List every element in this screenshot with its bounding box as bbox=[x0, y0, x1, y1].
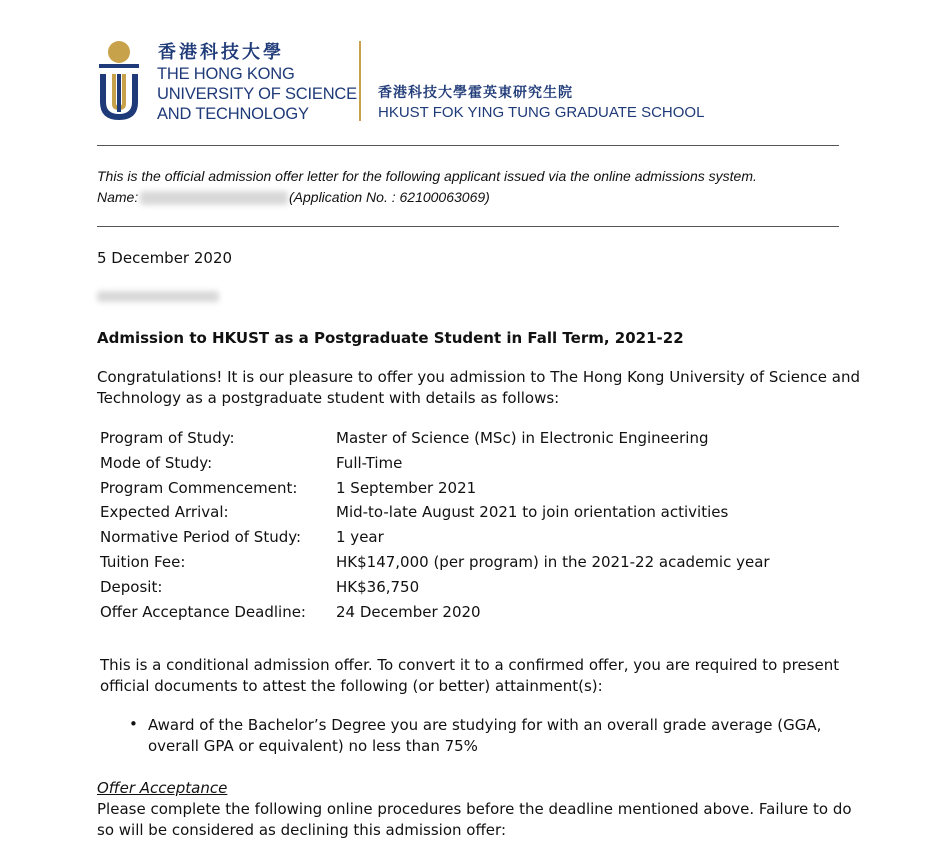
hkust-logo-icon bbox=[96, 40, 142, 122]
school-name-en: HKUST FOK YING TUNG GRADUATE SCHOOL bbox=[378, 104, 705, 121]
detail-label: Offer Acceptance Deadline: bbox=[100, 603, 306, 621]
notice-bottom-rule bbox=[97, 226, 839, 227]
bullet-line-1: Award of the Bachelor’s Degree you are studying for with an overall grade average (GGA, bbox=[148, 716, 822, 734]
detail-label: Deposit: bbox=[100, 578, 163, 596]
top-rule bbox=[97, 145, 839, 146]
acceptance-line-2: so will be considered as declining this admission offer: bbox=[97, 821, 506, 839]
university-name-en-line-2: UNIVERSITY OF SCIENCE bbox=[157, 85, 357, 103]
redacted-salutation bbox=[97, 291, 219, 302]
intro-line-2: Technology as a postgraduate student with details as follows: bbox=[97, 389, 560, 407]
detail-label: Tuition Fee: bbox=[100, 553, 186, 571]
letter-date: 5 December 2020 bbox=[97, 249, 233, 267]
detail-value: Master of Science (MSc) in Electronic Engineering bbox=[336, 429, 709, 447]
offer-acceptance-heading: Offer Acceptance bbox=[97, 779, 228, 797]
official-notice-text: This is the official admission offer letter for the following applicant issued via the online admissions system. bbox=[97, 168, 757, 184]
intro-line-1: Congratulations! It is our pleasure to offer you admission to The Hong Kong University of Science and bbox=[97, 368, 861, 386]
detail-value: Mid-to-late August 2021 to join orientation activities bbox=[336, 503, 729, 521]
conditional-line-2: official documents to attest the following (or better) attainment(s): bbox=[100, 677, 603, 695]
school-name-cn: 香港科技大學霍英東研究生院 bbox=[378, 85, 573, 101]
detail-label: Program Commencement: bbox=[100, 479, 298, 497]
application-number: (Application No. : 62100063069) bbox=[289, 189, 490, 205]
bullet-icon: • bbox=[129, 715, 138, 733]
detail-label: Mode of Study: bbox=[100, 454, 213, 472]
detail-value: 1 year bbox=[336, 528, 384, 546]
letter-subject: Admission to HKUST as a Postgraduate Student in Fall Term, 2021-22 bbox=[97, 329, 684, 347]
university-name-cn: 香港科技大學 bbox=[158, 42, 284, 63]
bullet-line-2: overall GPA or equivalent) no less than 75% bbox=[148, 737, 478, 755]
detail-label: Normative Period of Study: bbox=[100, 528, 302, 546]
university-name-en-line-3: AND TECHNOLOGY bbox=[157, 105, 309, 123]
acceptance-line-1: Please complete the following online procedures before the deadline mentioned above. Failure to do bbox=[97, 800, 852, 818]
conditional-line-1: This is a conditional admission offer. To convert it to a confirmed offer, you are required to present bbox=[100, 656, 840, 674]
header-divider bbox=[359, 41, 361, 121]
university-name-en-line-1: THE HONG KONG bbox=[157, 65, 295, 83]
detail-value: Full-Time bbox=[336, 454, 403, 472]
detail-value: 1 September 2021 bbox=[336, 479, 477, 497]
detail-label: Expected Arrival: bbox=[100, 503, 229, 521]
detail-value: HK$147,000 (per program) in the 2021-22 academic year bbox=[336, 553, 770, 571]
redacted-name bbox=[140, 191, 288, 205]
detail-value: HK$36,750 bbox=[336, 578, 420, 596]
detail-value: 24 December 2020 bbox=[336, 603, 481, 621]
detail-label: Program of Study: bbox=[100, 429, 235, 447]
applicant-name-label: Name: bbox=[97, 189, 139, 205]
